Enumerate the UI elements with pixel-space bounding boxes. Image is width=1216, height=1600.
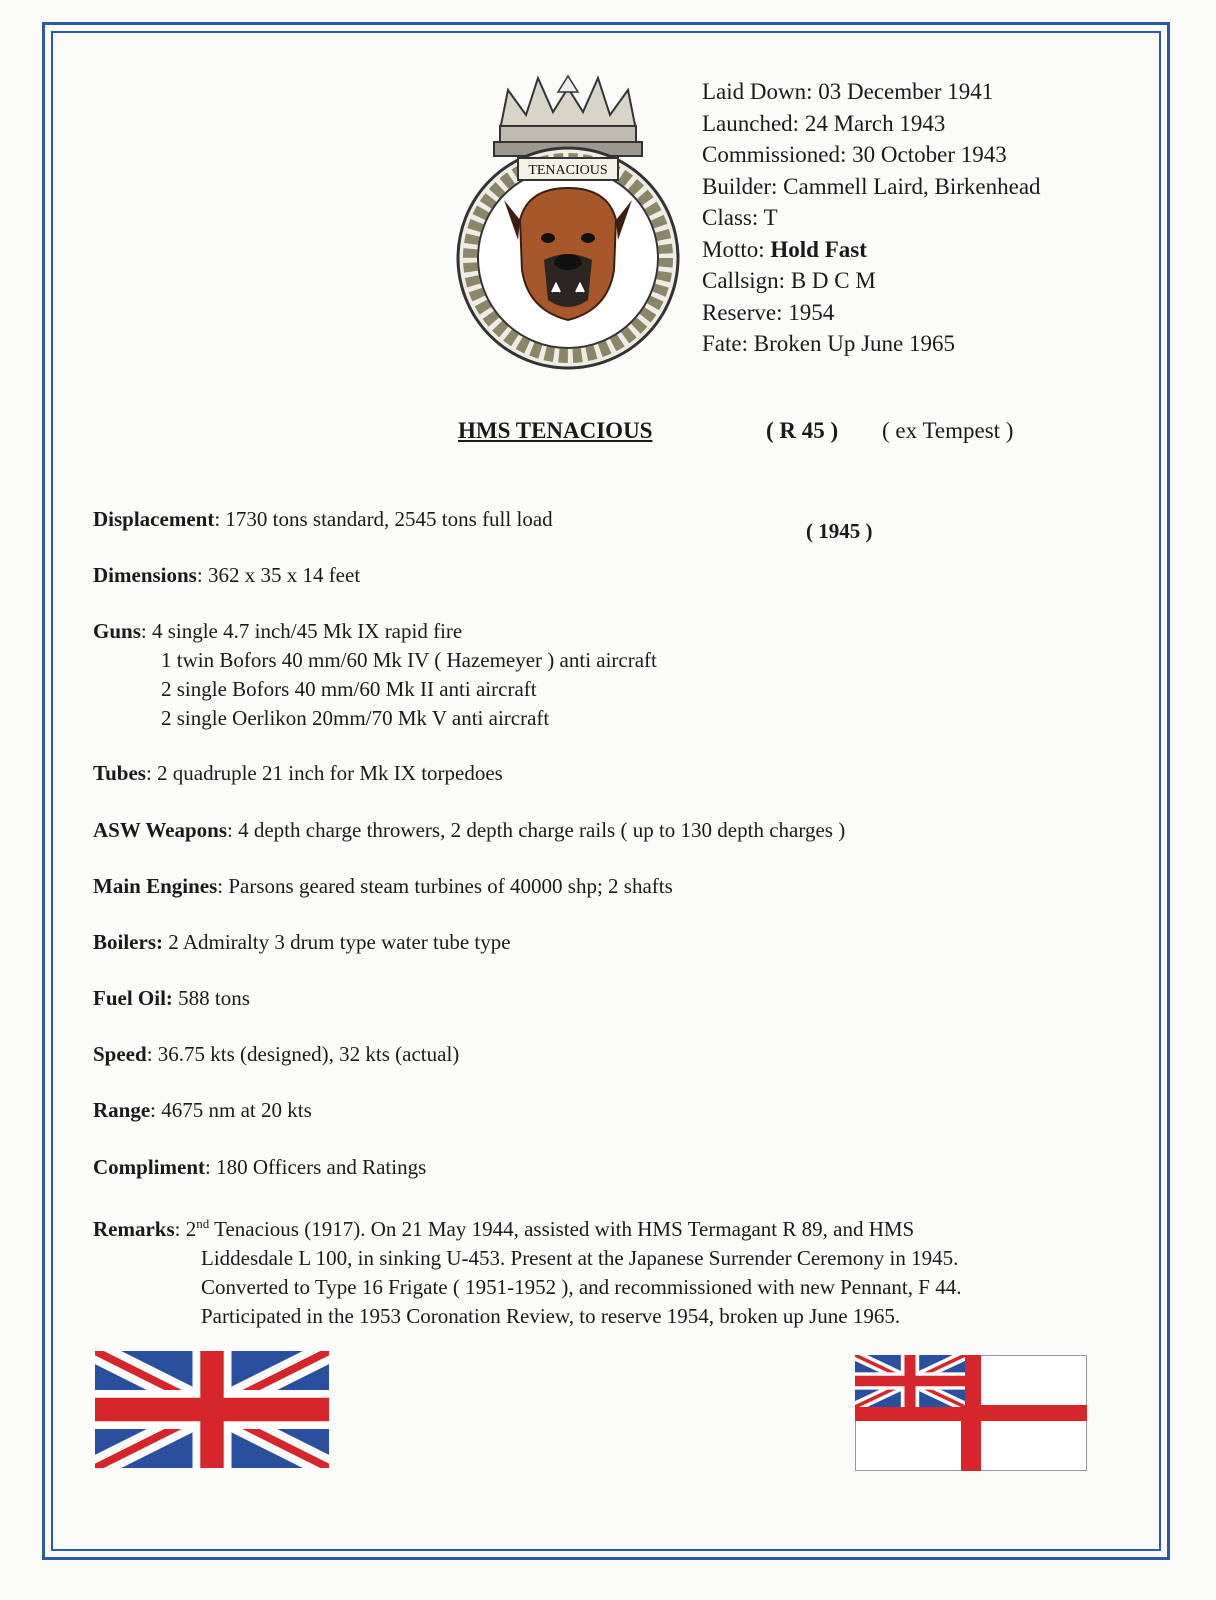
spec-value: : Parsons geared steam turbines of 40000 shp; 2 shafts	[217, 874, 673, 898]
spec-label: Tubes	[93, 761, 146, 785]
fact-callsign: Callsign: B D C M	[702, 268, 876, 293]
badge-scroll-text: TENACIOUS	[528, 163, 608, 178]
spec-value: : 4 depth charge throwers, 2 depth charge rails ( up to 130 depth charges )	[227, 818, 846, 842]
ship-name-title: HMS TENACIOUS	[458, 418, 653, 443]
spec-value: : 4675 nm at 20 kts	[150, 1098, 312, 1122]
union-flag-icon	[95, 1351, 329, 1468]
spec-value-line: 2 single Oerlikon 20mm/70 Mk V anti aircraft	[161, 706, 550, 730]
spec-label: Main Engines	[93, 874, 218, 898]
spec-asw-weapons	[93, 816, 845, 845]
spec-tubes	[93, 759, 503, 788]
ship-badge-emblem	[448, 70, 688, 380]
spec-displacement	[93, 505, 553, 534]
spec-label: Fuel Oil:	[93, 986, 173, 1010]
fact-commissioned: Commissioned: 30 October 1943	[702, 142, 1007, 167]
spec-value: : 2 quadruple 21 inch for Mk IX torpedoes	[145, 761, 503, 785]
white-ensign-icon	[855, 1355, 1087, 1471]
remarks-line: Converted to Type 16 Frigate ( 1951-1952 ), and recommissioned with new Pennant, F 44.	[201, 1275, 962, 1299]
pennant-number: ( R 45 )	[766, 418, 839, 443]
spec-main-engines	[93, 872, 673, 901]
fact-builder: Builder: Cammell Laird, Birkenhead	[702, 173, 1041, 199]
spec-value: 588 tons	[172, 986, 250, 1010]
fact-class: Class: T	[702, 205, 778, 230]
spec-range	[93, 1096, 312, 1125]
spec-value: 2 Admiralty 3 drum type water tube type	[162, 930, 511, 954]
spec-label: Dimensions	[93, 563, 197, 587]
spec-label: Displacement	[93, 507, 215, 531]
spec-label: Boilers:	[93, 930, 163, 954]
fact-laid-down: Laid Down: 03 December 1941	[702, 79, 994, 104]
spec-dimensions	[93, 561, 360, 590]
spec-label: Range	[93, 1098, 151, 1122]
spec-value: : 362 x 35 x 14 feet	[196, 563, 361, 587]
spec-label: Guns	[93, 619, 141, 643]
naval-crown-icon	[494, 76, 642, 156]
spec-value: : 180 Officers and Ratings	[205, 1155, 427, 1179]
spec-compliment	[93, 1153, 426, 1182]
fact-reserve: Reserve: 1954	[702, 299, 835, 325]
spec-label: Speed	[93, 1042, 147, 1066]
ship-facts	[702, 76, 1041, 360]
spec-value-line: 2 single Bofors 40 mm/60 Mk II anti aircraft	[161, 677, 537, 701]
spec-label: Remarks	[93, 1217, 175, 1241]
displacement-year: ( 1945 )	[806, 519, 873, 543]
spec-guns	[93, 617, 657, 733]
remarks-line: Liddesdale L 100, in sinking U-453. Present at the Japanese Surrender Ceremony in 1945.	[201, 1246, 959, 1270]
former-name: ( ex Tempest )	[882, 418, 1014, 443]
fact-fate: Fate: Broken Up June 1965	[702, 331, 955, 356]
spec-boilers	[93, 928, 511, 957]
spec-label: Compliment	[93, 1155, 205, 1179]
fact-launched: Launched: 24 March 1943	[702, 110, 946, 136]
fact-motto: Motto: Hold Fast	[702, 236, 867, 262]
spec-label: ASW Weapons	[93, 818, 228, 842]
spec-value: : 4 single 4.7 inch/45 Mk IX rapid fire	[140, 619, 463, 643]
spec-value: : 1730 tons standard, 2545 tons full load	[214, 507, 553, 531]
spec-remarks: Remarks: 2nd Tenacious (1917). On 21 May 1944, assisted with HMS Termagant R 89, and HMS Liddesdale L 100, in sinking U-453. Present at the Japanese Surrender Ceremony in 1945. Converted to Type 16 Frigate ( 1951-1952 ), and recommissioned with new Pennant, F 44. Participated in the 1953 Coronation Review, to reserve 1954, broken up June 1965.	[93, 1209, 961, 1331]
spec-speed	[93, 1040, 459, 1069]
remarks-line: Participated in the 1953 Coronation Review, to reserve 1954, broken up June 1965.	[201, 1304, 901, 1328]
spec-value: : 36.75 kts (designed), 32 kts (actual)	[146, 1042, 460, 1066]
spec-fuel-oil	[93, 984, 250, 1013]
spec-value-line: 1 twin Bofors 40 mm/60 Mk IV ( Hazemeyer ) anti aircraft	[161, 648, 657, 672]
